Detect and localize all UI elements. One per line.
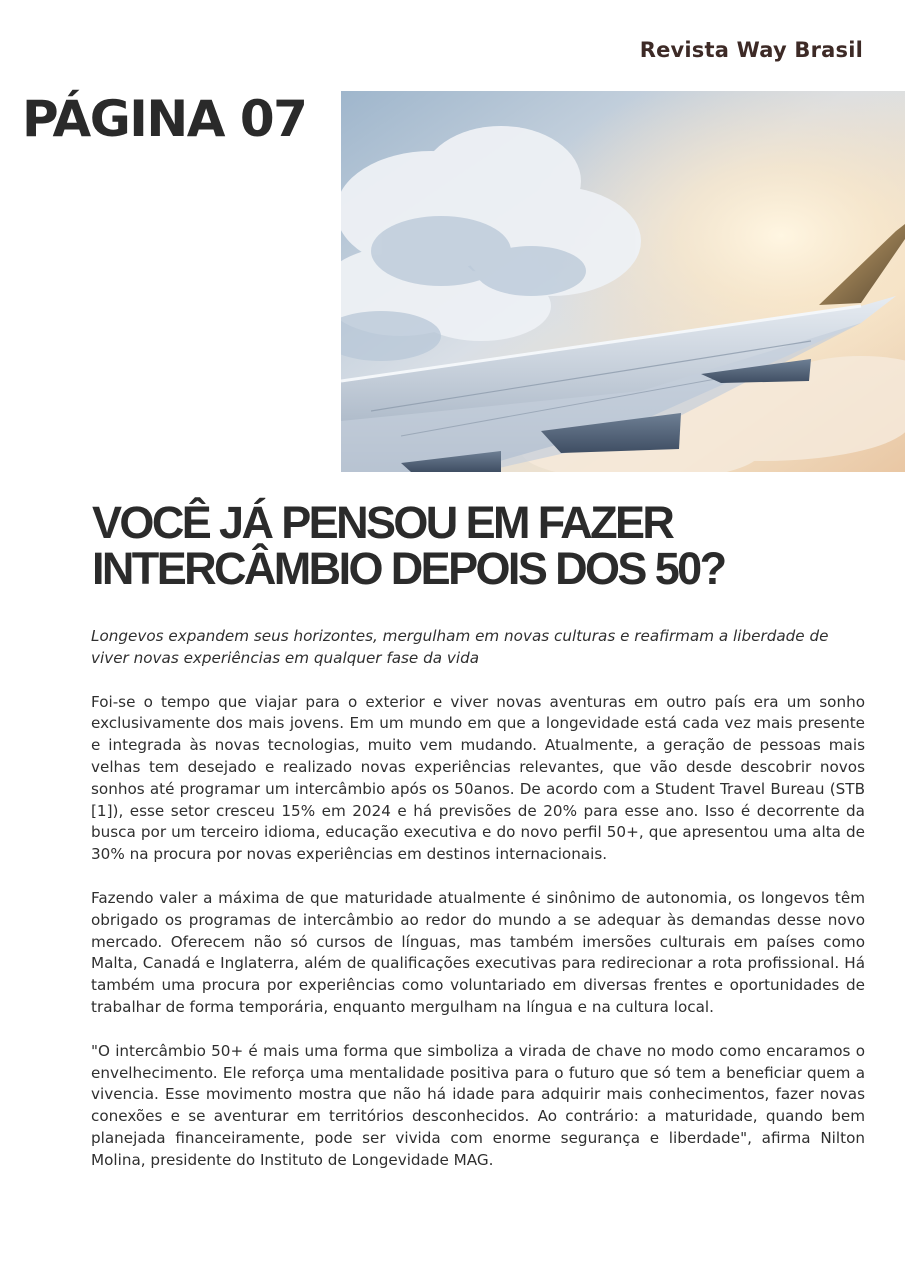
magazine-brand: Revista Way Brasil [639, 38, 863, 62]
headline-line-2: INTERCÂMBIO DEPOIS DOS 50? [92, 543, 725, 594]
page-number-label: PÁGINA 07 [22, 90, 307, 148]
article-body [91, 626, 865, 1194]
article-paragraph-1: Foi-se o tempo que viajar para o exterior e viver novas aventuras em outro país era um sonho exclusivamente dos mais jovens. Em um mundo em que a longevidade está cada vez mais presente e integrada às novas tecnologias, muito vem mudando. Atualmente, a geração de pessoas mais velhas tem desejado e realizado novas experiências relevantes, que vão desde descobrir novos sonhos até programar um intercâmbio após os 50anos. De acordo com a Student Travel Bureau (STB [1]), esse setor cresceu 15% em 2024 e há previsões de 20% para esse ano. Isso é decorrente da busca por um terceiro idioma, educação executiva e do novo perfil 50+, que apresentou uma alta de 30% na procura por novas experiências em destinos internacionais. [91, 692, 865, 864]
headline-line-1: VOCÊ JÁ PENSOU EM FAZER [92, 497, 673, 548]
article-paragraph-3: "O intercâmbio 50+ é mais uma forma que simboliza a virada de chave no modo como encaramos o envelhecimento. Ele reforça uma mentalidade positiva para o futuro que só tem a beneficiar quem a vivencia. Esse movimento mostra que não há idade para adquirir mais conhecimentos, fazer novas conexões e se aventurar em territórios desconhecidos. Ao contrário: a maturidade, quando bem planejada financeiramente, pode ser vivida com enorme segurança e liberdade", afirma Nilton Molina, presidente do Instituto de Longevidade MAG. [91, 1041, 865, 1169]
hero-image-airplane-wing [341, 91, 905, 472]
article-lead: Longevos expandem seus horizontes, mergulham em novas culturas e reafirmam a liberdade de viver novas experiências em qualquer fase da vida [91, 627, 829, 667]
airplane-wing-illustration [341, 91, 905, 472]
article-paragraph-2: Fazendo valer a máxima de que maturidade atualmente é sinônimo de autonomia, os longevos têm obrigado os programas de intercâmbio ao redor do mundo a se adequar às demandas desse novo mercado. Oferecem não só cursos de línguas, mas também imersões culturais em países como Malta, Canadá e Inglaterra, além de qualificações executivas para redirecionar a rota profissional. Há também uma procura por experiências como voluntariado em diversas frentes e oportunidades de trabalhar de forma temporária, enquanto mergulham na língua e na cultura local. [91, 888, 865, 1016]
article-headline [92, 497, 882, 594]
